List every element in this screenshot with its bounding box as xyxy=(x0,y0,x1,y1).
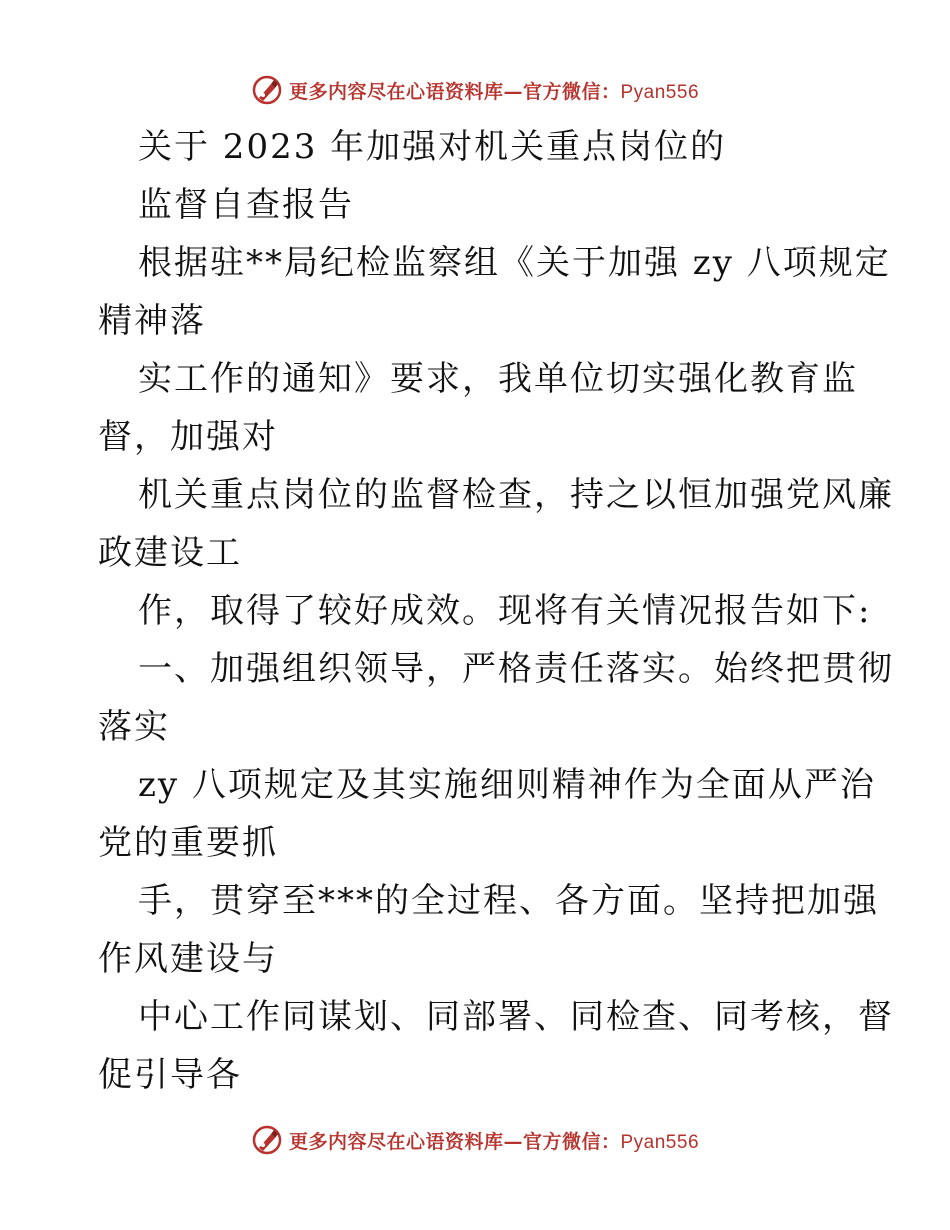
pen-logo-icon xyxy=(251,1124,283,1156)
paragraph-line: 实工作的通知》要求，我单位切实强化教育监 xyxy=(138,359,858,399)
paragraph-line: 一、加强组织领导，严格责任落实。始终把贯彻 xyxy=(138,649,894,689)
paragraph-line: 手，贯穿至***的全过程、各方面。坚持把加强 xyxy=(138,881,879,921)
paragraph-line: 精神落 xyxy=(98,301,206,341)
banner-wechat-id: Pyan556 xyxy=(620,1131,700,1153)
footer-banner xyxy=(0,1120,950,1160)
paragraph-line: 党的重要抓 xyxy=(98,823,278,863)
title-line-1: 关于 2023 年加强对机关重点岗位的 xyxy=(138,127,727,167)
paragraph-line: 政建设工 xyxy=(98,533,242,573)
paragraph-line: 中心工作同谋划、同部署、同检查、同考核，督 xyxy=(138,997,894,1037)
paragraph-line: 根据驻**局纪检监察组《关于加强 zy 八项规定 xyxy=(138,243,891,283)
paragraph-line: 作风建设与 xyxy=(98,939,278,979)
banner-text: 更多内容尽在心语资料库—官方微信：Pyan556 xyxy=(288,80,700,103)
pen-logo-icon xyxy=(251,74,283,106)
banner-wechat-id: Pyan556 xyxy=(620,81,700,103)
paragraph-line: 促引导各 xyxy=(98,1055,242,1095)
paragraph-line: zy 八项规定及其实施细则精神作为全面从严治 xyxy=(138,765,876,805)
banner-text: 更多内容尽在心语资料库—官方微信：Pyan556 xyxy=(288,1130,700,1153)
paragraph-line: 督，加强对 xyxy=(98,417,278,457)
paragraph-line: 作，取得了较好成效。现将有关情况报告如下: xyxy=(138,591,872,631)
title-line-2: 监督自查报告 xyxy=(138,185,354,225)
paragraph-line: 落实 xyxy=(98,707,170,747)
paragraph-line: 机关重点岗位的监督检查，持之以恒加强党风廉 xyxy=(138,475,894,515)
header-banner xyxy=(0,70,950,110)
